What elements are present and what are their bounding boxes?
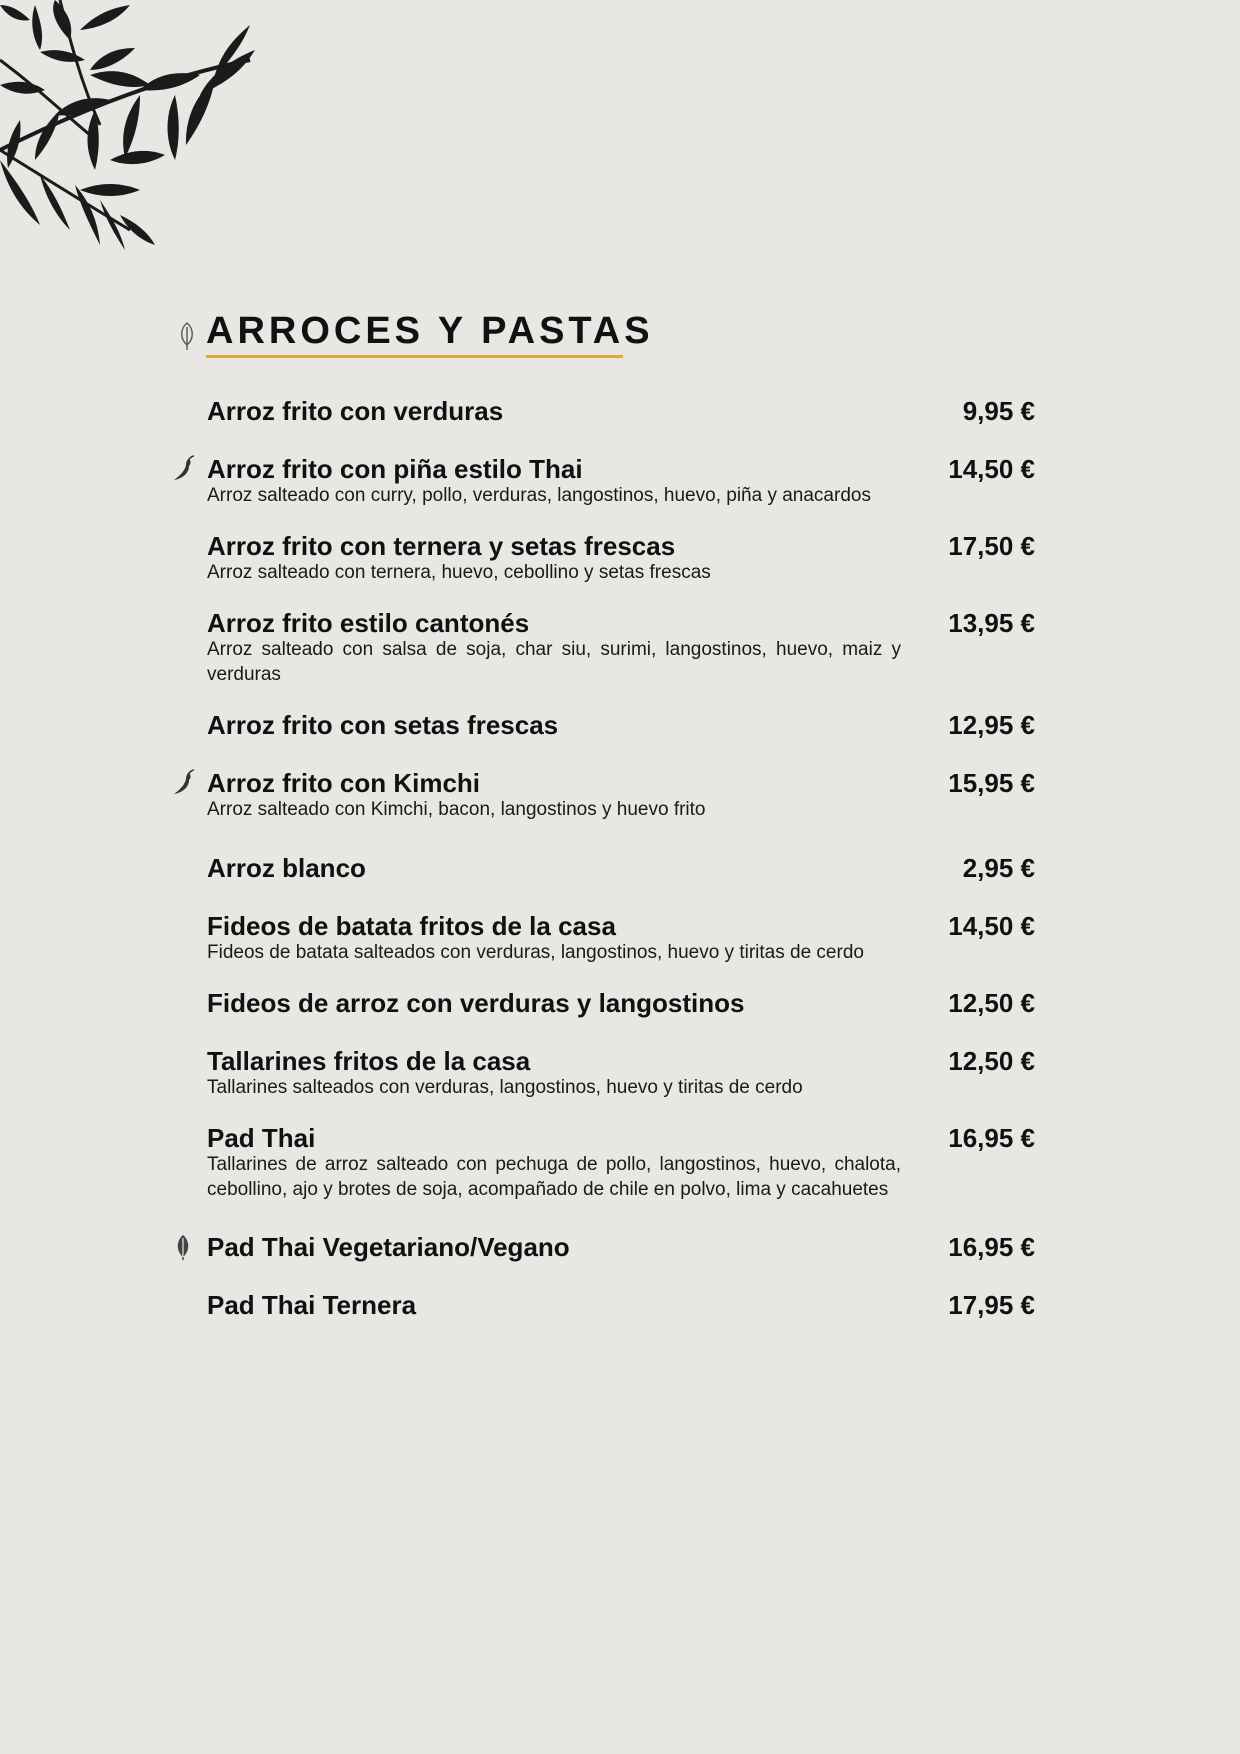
chili-icon [171,769,195,797]
leaf-icon [171,1233,195,1261]
item-description: Tallarines salteados con verduras, langostinos, huevo y tiritas de cerdo [207,1077,803,1098]
item-description: Fideos de batata salteados con verduras, langostinos, huevo y tiritas de cerdo [207,942,864,963]
item-price: 12,95 € [948,710,1035,740]
item-name: Arroz frito con Kimchi [207,768,481,798]
item-description: Arroz salteado con salsa de soja, char siu, surimi, langostinos, huevo, maiz y verduras [207,639,901,685]
chili-icon [171,455,195,483]
section-title: ARROCES Y PASTAS [206,310,654,352]
item-price: 12,50 € [948,1046,1035,1076]
item-price: 12,50 € [948,988,1035,1018]
bamboo-branch-decoration [0,0,270,260]
item-name: Arroz frito estilo cantonés [207,608,530,638]
item-name: Fideos de batata fritos de la casa [207,911,616,941]
item-name: Pad Thai Ternera [207,1290,417,1320]
item-price: 14,50 € [948,454,1035,484]
item-name: Fideos de arroz con verduras y langostinos [207,988,745,1018]
item-name: Arroz frito con verduras [207,396,504,426]
item-description: Arroz salteado con curry, pollo, verduras, langostinos, huevo, piña y anacardos [207,485,871,506]
item-name: Arroz frito con ternera y setas frescas [207,531,676,561]
item-price: 16,95 € [948,1123,1035,1153]
section-header [178,305,1078,365]
item-description: Tallarines de arroz salteado con pechuga de pollo, langostinos, huevo, chalota, cebollino, ajo y brotes de soja, acompañado de chile en polvo, lima y cacahuetes [207,1154,901,1200]
item-price: 17,95 € [948,1290,1035,1320]
item-name: Arroz frito con setas frescas [207,710,559,740]
item-price: 17,50 € [948,531,1035,561]
item-price: 13,95 € [948,608,1035,638]
item-price: 14,50 € [948,911,1035,941]
item-price: 15,95 € [948,768,1035,798]
item-price: 16,95 € [948,1232,1035,1262]
item-price: 9,95 € [962,396,1035,426]
item-name: Tallarines fritos de la casa [207,1046,531,1076]
item-price: 2,95 € [962,853,1035,883]
title-underline [206,355,623,358]
item-name: Pad Thai [207,1123,316,1153]
item-name: Pad Thai Vegetariano/Vegano [207,1232,570,1262]
leaf-outline-icon [178,321,196,351]
item-name: Arroz blanco [207,853,366,883]
item-description: Arroz salteado con ternera, huevo, cebollino y setas frescas [207,562,711,583]
item-description: Arroz salteado con Kimchi, bacon, langostinos y huevo frito [207,799,706,820]
item-name: Arroz frito con piña estilo Thai [207,454,583,484]
